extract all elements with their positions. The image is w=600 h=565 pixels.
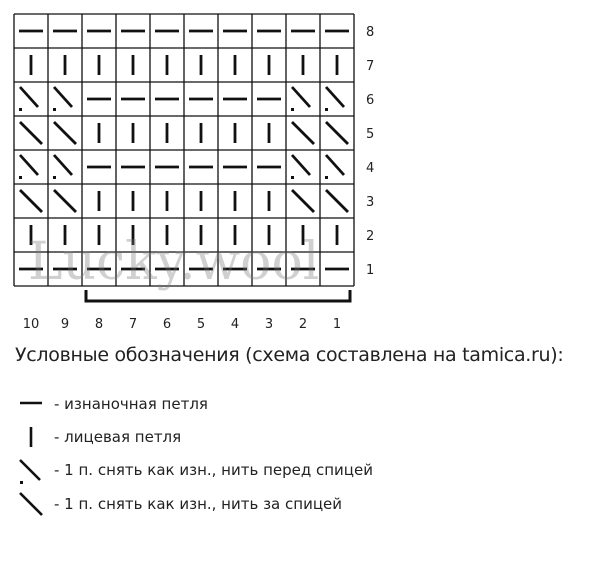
column-number: 5: [196, 317, 206, 332]
slip-back-symbol: [54, 190, 76, 212]
legend-item-knit: [16, 423, 576, 451]
slip-back-symbol: [54, 122, 76, 144]
legend-item-slip-front: [16, 456, 576, 484]
slip-front-dot: [19, 176, 22, 179]
slip-yarn-back-icon: [16, 490, 46, 518]
knit-stitch-icon: [16, 423, 46, 451]
row-number: 7: [366, 59, 375, 74]
column-number: 7: [128, 317, 138, 332]
legend-label-knit: - лицевая петля: [54, 428, 182, 446]
row-number: 5: [366, 127, 375, 142]
legend-title: Условные обозначения (схема составлена на tamica.ru):: [15, 344, 564, 366]
slip-front-symbol: [20, 87, 38, 107]
slip-front-symbol: [54, 155, 72, 175]
column-number: 3: [264, 317, 274, 332]
slip-front-dot: [53, 108, 56, 111]
row-number: 6: [366, 93, 375, 108]
slip-front-symbol: [292, 155, 310, 175]
slip-yarn-front-icon: [16, 456, 46, 488]
slip-back-symbol: [326, 122, 348, 144]
slip-front-symbol: [20, 155, 38, 175]
slip-front-symbol: [292, 87, 310, 107]
legend-item-purl: [16, 390, 576, 418]
column-number: 1: [332, 317, 342, 332]
slip-back-symbol: [20, 122, 42, 144]
watermark: Lucky.wool: [28, 232, 320, 292]
slip-front-symbol: [326, 87, 344, 107]
slip-front-dot: [19, 108, 22, 111]
slip-front-dot: [53, 176, 56, 179]
purl-stitch-icon: [16, 390, 46, 418]
row-number: 3: [366, 195, 375, 210]
legend-item-slip-back: [16, 490, 576, 518]
column-number: 10: [22, 317, 40, 332]
slip-front-symbol: [326, 155, 344, 175]
row-number: 8: [366, 25, 375, 40]
column-number: 2: [298, 317, 308, 332]
row-number: 1: [366, 263, 375, 278]
row-number: 4: [366, 161, 375, 176]
slip-front-dot: [325, 176, 328, 179]
column-number: 4: [230, 317, 240, 332]
legend-label-slip-back: - 1 п. снять как изн., нить за спицей: [54, 495, 343, 513]
slip-front-dot: [291, 176, 294, 179]
column-number: 6: [162, 317, 172, 332]
legend-label-purl: - изнаночная петля: [54, 395, 208, 413]
column-number: 8: [94, 317, 104, 332]
slip-back-symbol: [292, 122, 314, 144]
slip-back-symbol: [20, 190, 42, 212]
slip-front-symbol: [54, 87, 72, 107]
row-number: 2: [366, 229, 375, 244]
slip-front-dot: [291, 108, 294, 111]
legend-label-slip-front: - 1 п. снять как изн., нить перед спицей: [54, 461, 373, 479]
slip-back-symbol: [326, 190, 348, 212]
slip-front-dot: [325, 108, 328, 111]
column-number: 9: [60, 317, 70, 332]
slip-back-symbol: [292, 190, 314, 212]
